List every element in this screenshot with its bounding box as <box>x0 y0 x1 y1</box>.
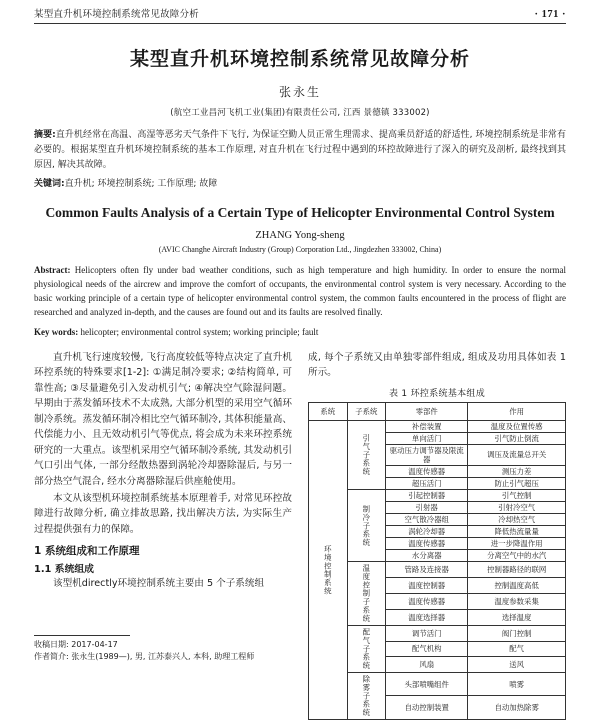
table-cell-function: 冷却热空气 <box>468 514 566 526</box>
table-caption: 表 1 环控系统基本组成 <box>388 388 486 399</box>
table-cell-subsystem: 配气子系统 <box>347 625 386 672</box>
footnote-rule <box>34 635 130 636</box>
abstract-cn <box>34 128 566 173</box>
table-cell-part: 自动控制装置 <box>386 696 468 720</box>
table-header-row <box>309 402 566 420</box>
table-col-header: 作用 <box>468 402 566 420</box>
section-heading-1-1 <box>34 561 292 575</box>
abstract-en-label: Abstract: <box>34 265 71 276</box>
table-cell-part: 管路及连接器 <box>386 562 468 578</box>
table-cell-part: 温度选择器 <box>386 610 468 626</box>
author-bio <box>34 651 292 663</box>
subsection-number: 1.1 <box>34 564 52 576</box>
subsection-title: 系统组成 <box>54 564 94 576</box>
table-cell-function: 温度及位置传感 <box>468 420 566 432</box>
table-cell-function: 送风 <box>468 657 566 673</box>
table-cell-subsystem: 除雾子系统 <box>347 672 386 719</box>
table-cell-function: 防止引气超压 <box>468 477 566 489</box>
table-cell-part: 超压活门 <box>386 477 468 489</box>
components-table <box>308 402 566 720</box>
left-column <box>34 350 292 720</box>
author-bio-value: 张永生(1989—), 男, 江苏泰兴人, 本科, 助理工程师 <box>71 652 255 661</box>
table-cell-subsystem: 温度控制子系统 <box>347 562 386 626</box>
paragraph: 本文从该型机环境控制系统基本原理着手, 对常见环控故障进行故障分析, 确立排故思路, 找出解决方法, 为实际生产过程提供强有力的保障。 <box>34 492 292 535</box>
keywords-en-text: helicopter; environmental control system; working principle; fault <box>80 327 319 338</box>
paragraph: 成, 每个子系统又由单独零部件组成, 组成及功用具体如表 1 所示。 <box>308 351 566 379</box>
page-title: 某型直升机环境控制系统常见故障分析 <box>129 48 470 70</box>
article-body <box>0 44 600 720</box>
author-name-en: ZHANG Yong-sheng <box>255 230 345 242</box>
table-col-header: 子系统 <box>347 402 386 420</box>
table-cell-subsystem: 制冷子系统 <box>347 489 386 561</box>
table-cell-function: 引射冷空气 <box>468 502 566 514</box>
received-date-value: 2017-04-17 <box>71 640 118 649</box>
affiliation-cn: (航空工业昌河飞机工业(集团)有限责任公司, 江西 景德镇 333002) <box>170 108 430 118</box>
table-cell-part: 水分离器 <box>386 550 468 562</box>
table-cell-function: 进一步降温作用 <box>468 538 566 550</box>
table-cell-function: 测压力差 <box>468 465 566 477</box>
table-row <box>309 562 566 578</box>
table-cell-function: 引气防止倒流 <box>468 432 566 444</box>
author-bio-label: 作者简介: <box>34 652 69 661</box>
table-cell-part: 温度控制器 <box>386 578 468 594</box>
paragraph: 该型机directly环境控制系统主要由 5 个子系统组 <box>53 578 265 590</box>
table-cell-function: 配气 <box>468 641 566 657</box>
two-column-body <box>34 350 566 720</box>
affiliation-en: (AVIC Changhe Aircraft Industry (Group) Corporation Ltd., Jingdezhen 333002, China) <box>158 245 442 255</box>
table-cell-part: 调节活门 <box>386 625 468 641</box>
table-cell-part: 配气机构 <box>386 641 468 657</box>
table-cell-function: 选择温度 <box>468 610 566 626</box>
table-row <box>309 672 566 696</box>
table-row <box>309 420 566 432</box>
table-cell-function: 调压及流量总开关 <box>468 444 566 465</box>
abstract-cn-label: 摘要: <box>34 130 56 140</box>
table-cell-function: 降低热流量量 <box>468 526 566 538</box>
table-cell-function: 分离空气中的水汽 <box>468 550 566 562</box>
table-cell-part: 温度传感器 <box>386 594 468 610</box>
table-cell-part: 空气散冷器组 <box>386 514 468 526</box>
keywords-cn-label: 关键词: <box>34 178 65 189</box>
table-row <box>309 489 566 501</box>
table-cell-part: 补偿装置 <box>386 420 468 432</box>
table-cell-part: 单向活门 <box>386 432 468 444</box>
table-cell-part: 引射器 <box>386 502 468 514</box>
abstract-en <box>34 264 566 320</box>
table-cell-function: 自动加热除雾 <box>468 696 566 720</box>
table-cell-function: 温度参数采集 <box>468 594 566 610</box>
table-cell-function: 控制器路径的联网 <box>468 562 566 578</box>
section-heading-1 <box>34 543 292 558</box>
table-cell-system: 环境控制系统 <box>309 420 348 719</box>
table-cell-part: 引起控制器 <box>386 489 468 501</box>
table-cell-subsystem: 引气子系统 <box>347 420 386 489</box>
table-col-header: 系统 <box>309 402 348 420</box>
table-cell-function: 引气控制 <box>468 489 566 501</box>
table-col-header: 零部件 <box>386 402 468 420</box>
running-head-inner <box>34 6 566 24</box>
page-number: · 171 · <box>534 9 566 20</box>
table-row <box>309 625 566 641</box>
keywords-en-label: Key words: <box>34 327 79 338</box>
running-head <box>0 0 600 26</box>
right-column <box>308 350 566 720</box>
keywords-cn-text: 直升机; 环境控制系统; 工作原理; 故障 <box>64 178 218 189</box>
footnote-block <box>34 635 292 663</box>
running-head-title: 某型直升机环境控制系统常见故障分析 <box>34 9 199 20</box>
table-body <box>309 420 566 719</box>
table-cell-part: 风扇 <box>386 657 468 673</box>
table-cell-function: 喷雾 <box>468 672 566 696</box>
abstract-cn-text: 直升机经常在高温、高湿等恶劣天气条件下飞行, 为保证空勤人员正常生理需求、提高乘员舒适的舒适性, 环境控制系统是非常有必要的。根据某型直升机环境控制系统的基本工作原理, 对直升机在飞行过程中遇到的环控故障进行了深入的研究及剖析, 最终找到其原因, 解决其故障。 <box>34 130 566 170</box>
table-cell-part: 头部喷嘴组件 <box>386 672 468 696</box>
keywords-en <box>34 326 566 340</box>
section-number: 1 <box>34 545 42 558</box>
table-cell-part: 驱动压力调节器及限流器 <box>386 444 468 465</box>
table-cell-function: 控制温度高低 <box>468 578 566 594</box>
received-date-label: 收稿日期: <box>34 640 69 649</box>
table-cell-function: 阀门控制 <box>468 625 566 641</box>
received-date <box>34 639 292 651</box>
table-cell-part: 温度传感器 <box>386 538 468 550</box>
keywords-cn <box>34 177 566 191</box>
page-title-en: Common Faults Analysis of a Certain Type of Helicopter Environmental Control System <box>45 204 555 220</box>
author-name-cn: 张永生 <box>278 85 321 99</box>
paragraph: 直升机飞行速度较慢, 飞行高度较低等特点决定了直升机环控系统的特殊要求[1-2]: ①满足制冷要求; ②结构简单, 可靠性高; ③尽量避免引入发动机引气; ④解决空气除湿问题。早期由于蒸发循环技术不太成熟, 大部分机型的采用空气循环制冷系统。蒸发循环制冷相比空气循环制冷, 其体积能量高、代偿能力小、且无效动机引气等优点, 将会成为未来环控系统研究的一大重点。该型机采用空气循环制冷系统, 其发动机引气口引出气体, 一部分经散热器到涡轮冷却器除湿后, 与另一部分热空气混合, 经水分离器除湿后供座舱使用。 <box>34 351 292 487</box>
abstract-en-text: Helicopters often fly under bad weather conditions, such as high temperature and high humidity. In order to ensure the normal physiological needs of the aircrew and improve the comfort of occupants, the environmental control system is very necessary. According to the basic working principle of a certain type of helicopter environmental control system, the common faults encountered in the process of flight are researched and analyzed in-depth, and the causes are found out and its faults are resolved finally. <box>34 265 566 318</box>
section-title: 系统组成和工作原理 <box>44 545 140 558</box>
table-cell-part: 温度传感器 <box>386 465 468 477</box>
table-cell-part: 涡轮冷却器 <box>386 526 468 538</box>
